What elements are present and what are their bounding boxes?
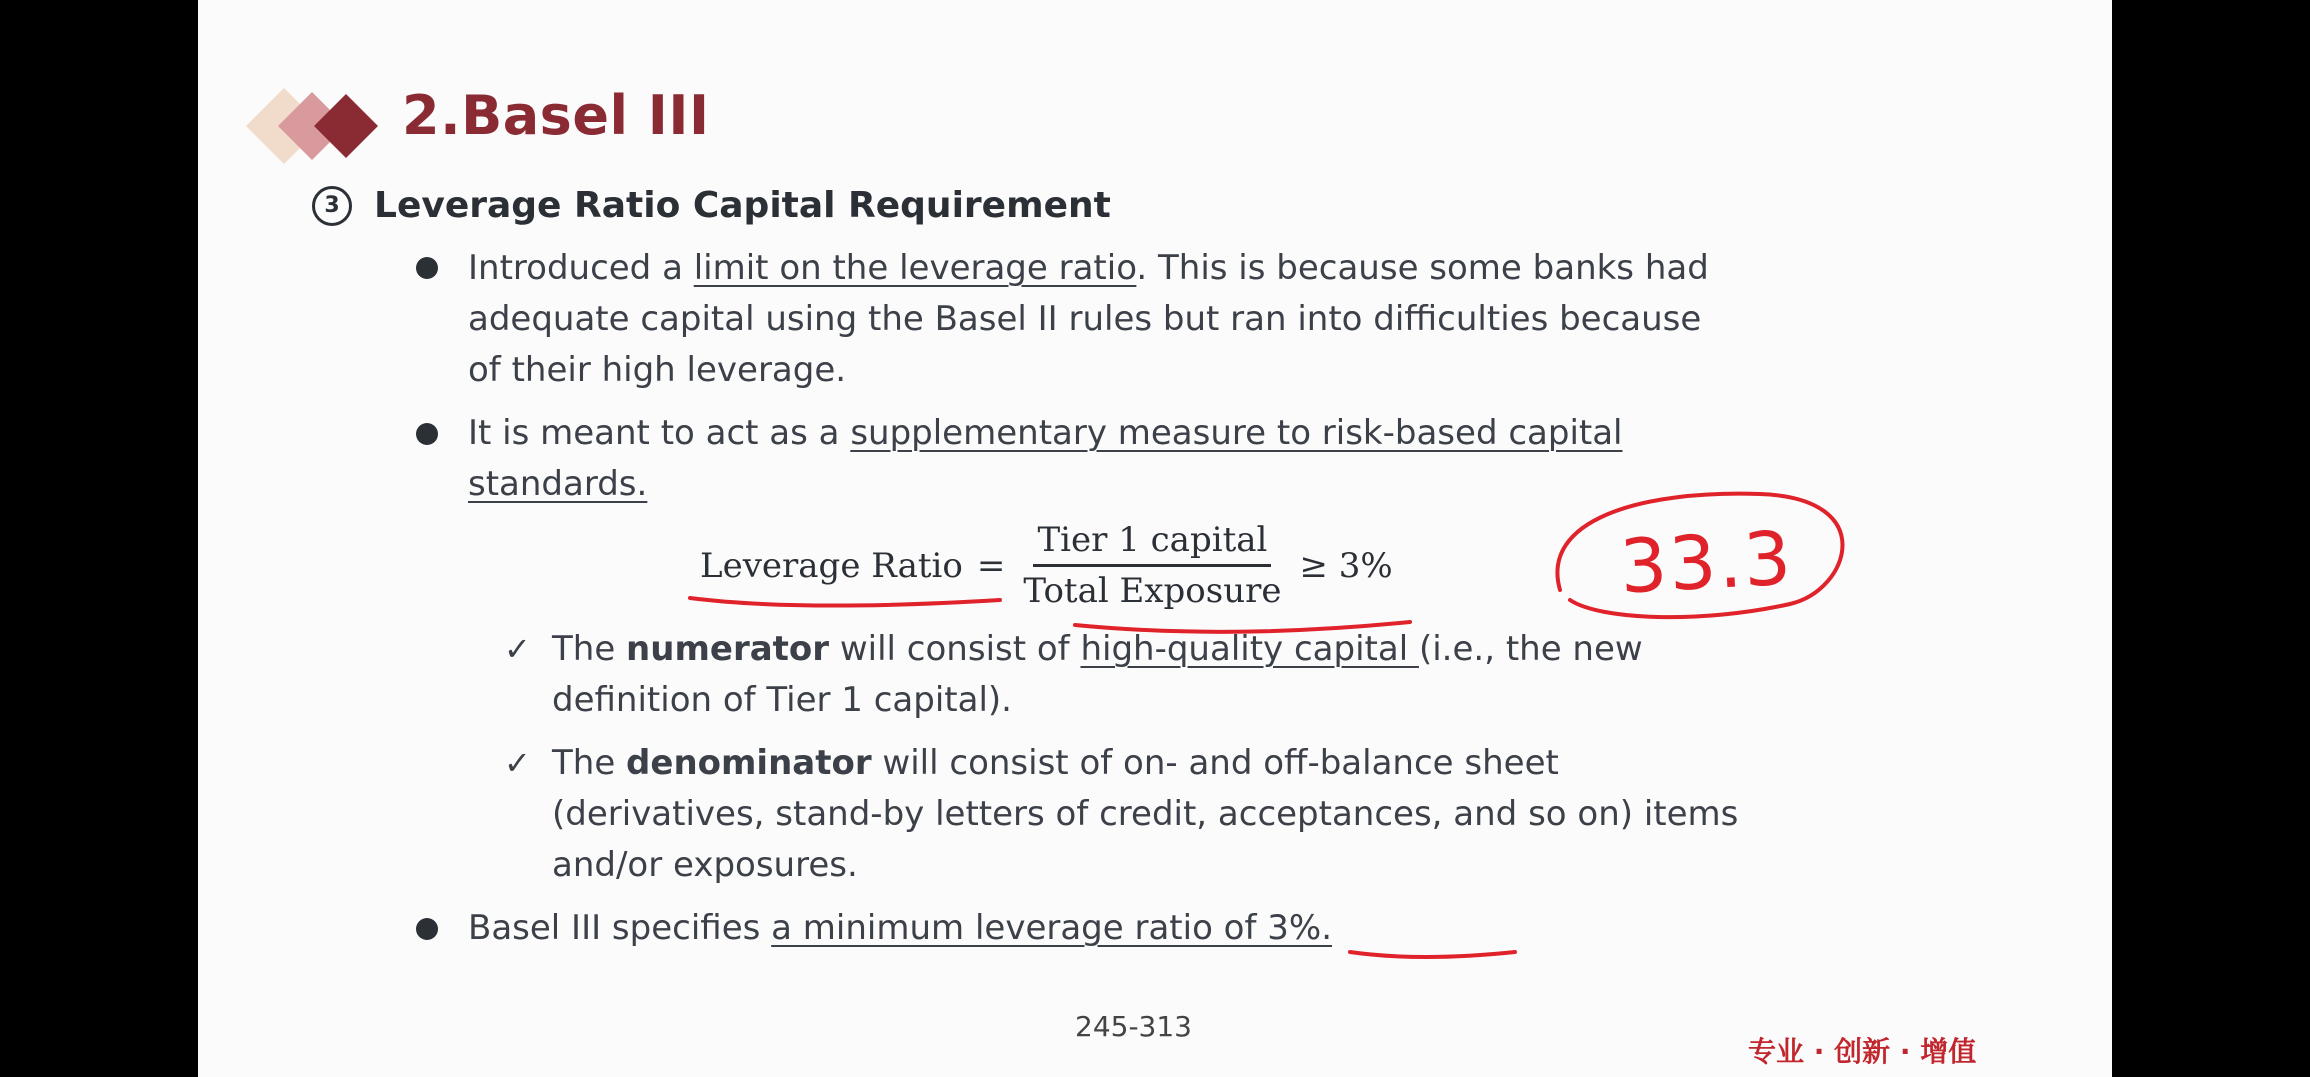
check-2-text [552, 738, 1738, 891]
formula-rhs: ≥ 3% [1299, 545, 1393, 586]
brand-slogan: 专业 · 创新 · 增值 [1748, 1035, 1977, 1068]
check-1-bold: numerator [626, 629, 830, 669]
diamond-logo-icon [246, 88, 386, 164]
section-heading-row [312, 185, 1111, 226]
bullet-1-line3: of their high leverage. [468, 350, 847, 390]
checkmark-icon: ✓ [504, 744, 531, 782]
check-2-line2: (derivatives, stand-by letters of credit, acceptances, and so on) items [552, 794, 1739, 834]
check-2-pre: The [552, 743, 627, 783]
check-1-text [552, 624, 1643, 726]
checkmark-icon: ✓ [504, 630, 531, 668]
check-1-post: (i.e., the new [1418, 629, 1643, 669]
bullet-dot [416, 918, 438, 940]
bullet-2-text [468, 408, 1623, 510]
check-1-underlined: high-quality capital [1080, 629, 1419, 669]
bullet-3-pre: Basel III specifies [468, 908, 772, 948]
bullet-3-text [468, 903, 1332, 954]
slide-title: 2.Basel III [402, 84, 710, 147]
handwritten-note: 33.3 [1617, 515, 1795, 611]
formula-denominator: Total Exposure [1023, 571, 1282, 611]
formula-lhs: Leverage Ratio [700, 545, 963, 586]
bullet-2-pre: It is meant to act as a [468, 413, 851, 453]
bullet-3-underlined: a minimum leverage ratio of 3%. [771, 908, 1333, 948]
bullet-1-pre: Introduced a [468, 248, 694, 288]
bullet-dot [416, 423, 438, 445]
bullet-dot [416, 257, 438, 279]
formula-fraction [1019, 520, 1285, 611]
check-2-post: will consist of on- and off-balance sheet [871, 743, 1559, 783]
page-number: 245-313 [1075, 1010, 1192, 1043]
check-1-pre: The [552, 629, 627, 669]
section-number-badge: 3 [312, 186, 352, 226]
bullet-2-underlined-line2: standards. [468, 464, 648, 504]
check-2-bold: denominator [626, 743, 872, 783]
formula-equals: = [976, 545, 1006, 586]
leverage-ratio-formula [700, 520, 1393, 611]
bullet-1-line2: adequate capital using the Basel II rules but ran into difficulties because [468, 299, 1702, 339]
bullet-1-post: . This is because some banks had [1136, 248, 1709, 288]
check-2-line3: and/or exposures. [552, 845, 858, 885]
formula-numerator: Tier 1 capital [1033, 520, 1271, 567]
bullet-2-underlined: supplementary measure to risk-based capital [850, 413, 1623, 453]
bullet-1-underlined: limit on the leverage ratio [693, 248, 1137, 288]
section-title: Leverage Ratio Capital Requirement [374, 185, 1111, 226]
check-1-mid: will consist of [829, 629, 1081, 669]
bullet-1-text [468, 243, 1709, 396]
check-1-line2: definition of Tier 1 capital). [552, 680, 1012, 720]
